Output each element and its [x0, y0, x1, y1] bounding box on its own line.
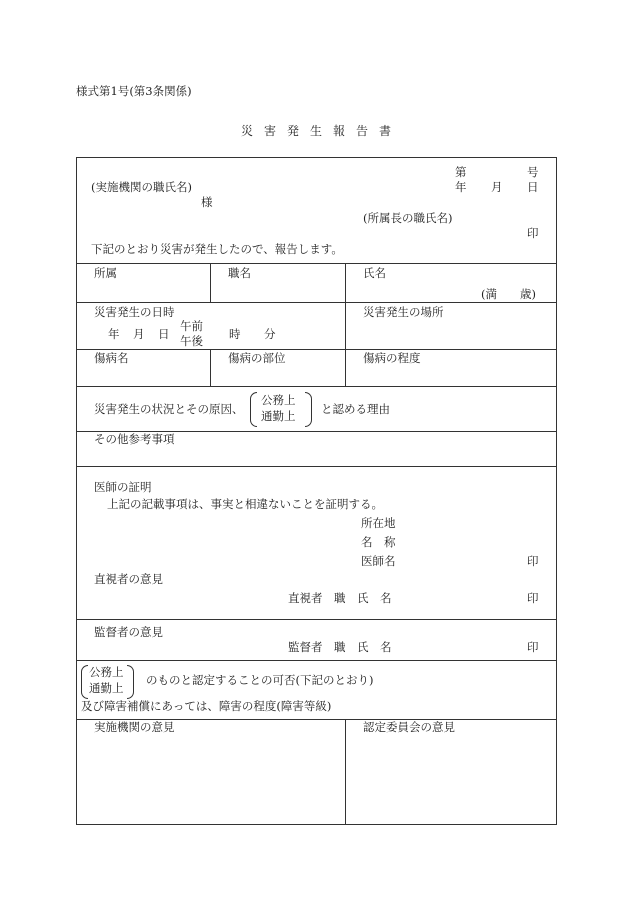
doctor-cert-label: 医師の証明 [94, 480, 152, 494]
disability-text: 及び障害補償にあっては、障害の程度(障害等級) [81, 699, 332, 713]
rule [76, 619, 557, 620]
facility-name-label: 名 称 [361, 535, 396, 549]
doctor-seal: 印 [527, 554, 539, 568]
address-label: 所在地 [361, 516, 396, 530]
supervisor-signer: 監督者 職 氏 名 [288, 640, 392, 654]
bracket-right [305, 392, 312, 427]
circumstance-prefix: 災害発生の状況とその原因、 [94, 402, 244, 416]
agency-opinion-label: 実施機関の意見 [94, 720, 175, 734]
doctor-name-label: 医師名 [361, 554, 396, 568]
rule [76, 466, 557, 467]
number-suffix: 号 [527, 165, 539, 179]
report-statement: 下記のとおり災害が発生したので、報告します。 [91, 242, 343, 256]
day-label: 日 [527, 180, 539, 194]
rule [76, 660, 557, 661]
witness-opinion-label: 直視者の意見 [94, 572, 163, 586]
rule [76, 386, 557, 387]
bracket-left [250, 392, 257, 427]
approval-text: のものと認定することの可否(下記のとおり) [146, 673, 374, 687]
rule [76, 263, 557, 264]
seal-mark: 印 [527, 226, 539, 240]
year-label: 年 [455, 180, 467, 194]
dt-pm: 午後 [180, 334, 203, 348]
rule [345, 349, 346, 386]
rule [76, 349, 557, 350]
option-tsukin: 通勤上 [89, 681, 124, 695]
bracket-right [127, 665, 134, 699]
option-koumu: 公務上 [261, 393, 296, 407]
dt-minute: 分 [264, 327, 276, 341]
form-title: 災害発生報告書 [241, 124, 403, 138]
witness-seal: 印 [527, 591, 539, 605]
place-label: 災害発生の場所 [363, 305, 444, 319]
number-prefix: 第 [455, 165, 467, 179]
circumstance-suffix: と認める理由 [321, 402, 390, 416]
doctor-statement: 上記の記載事項は、事実と相違ないことを証明する。 [107, 497, 383, 511]
rule [345, 302, 346, 349]
sama-label: 様 [201, 195, 213, 209]
rule [76, 302, 557, 303]
injury-part-label: 傷病の部位 [228, 351, 286, 365]
option-tsukin: 通勤上 [261, 409, 296, 423]
supervisor-seal: 印 [527, 640, 539, 654]
age-close: 歳) [520, 287, 536, 301]
injury-degree-label: 傷病の程度 [363, 351, 421, 365]
dt-month: 月 [133, 327, 145, 341]
dt-year: 年 [108, 327, 120, 341]
injury-name-label: 傷病名 [94, 351, 129, 365]
reference-label: その他参考事項 [94, 432, 175, 446]
supervisor-opinion-label: 監督者の意見 [94, 625, 163, 639]
rule [345, 263, 346, 302]
age-open: (満 [481, 287, 497, 301]
witness-signer: 直視者 職 氏 名 [288, 591, 392, 605]
month-label: 月 [491, 180, 503, 194]
shimei-label: 氏名 [363, 266, 386, 280]
dt-day: 日 [158, 327, 170, 341]
chief-label: (所属長の職氏名) [363, 211, 453, 225]
datetime-label: 災害発生の日時 [94, 305, 175, 319]
option-koumu: 公務上 [89, 665, 124, 679]
agency-label: (実施機関の職氏名) [91, 180, 192, 194]
shokumei-label: 職名 [228, 266, 251, 280]
rule [210, 349, 211, 386]
rule [345, 719, 346, 825]
dt-am: 午前 [180, 319, 203, 333]
bracket-left [81, 665, 88, 699]
form-number: 様式第1号(第3条関係) [76, 84, 192, 98]
dt-hour: 時 [229, 327, 241, 341]
rule [210, 263, 211, 302]
committee-opinion-label: 認定委員会の意見 [363, 720, 455, 734]
shozoku-label: 所属 [94, 266, 117, 280]
